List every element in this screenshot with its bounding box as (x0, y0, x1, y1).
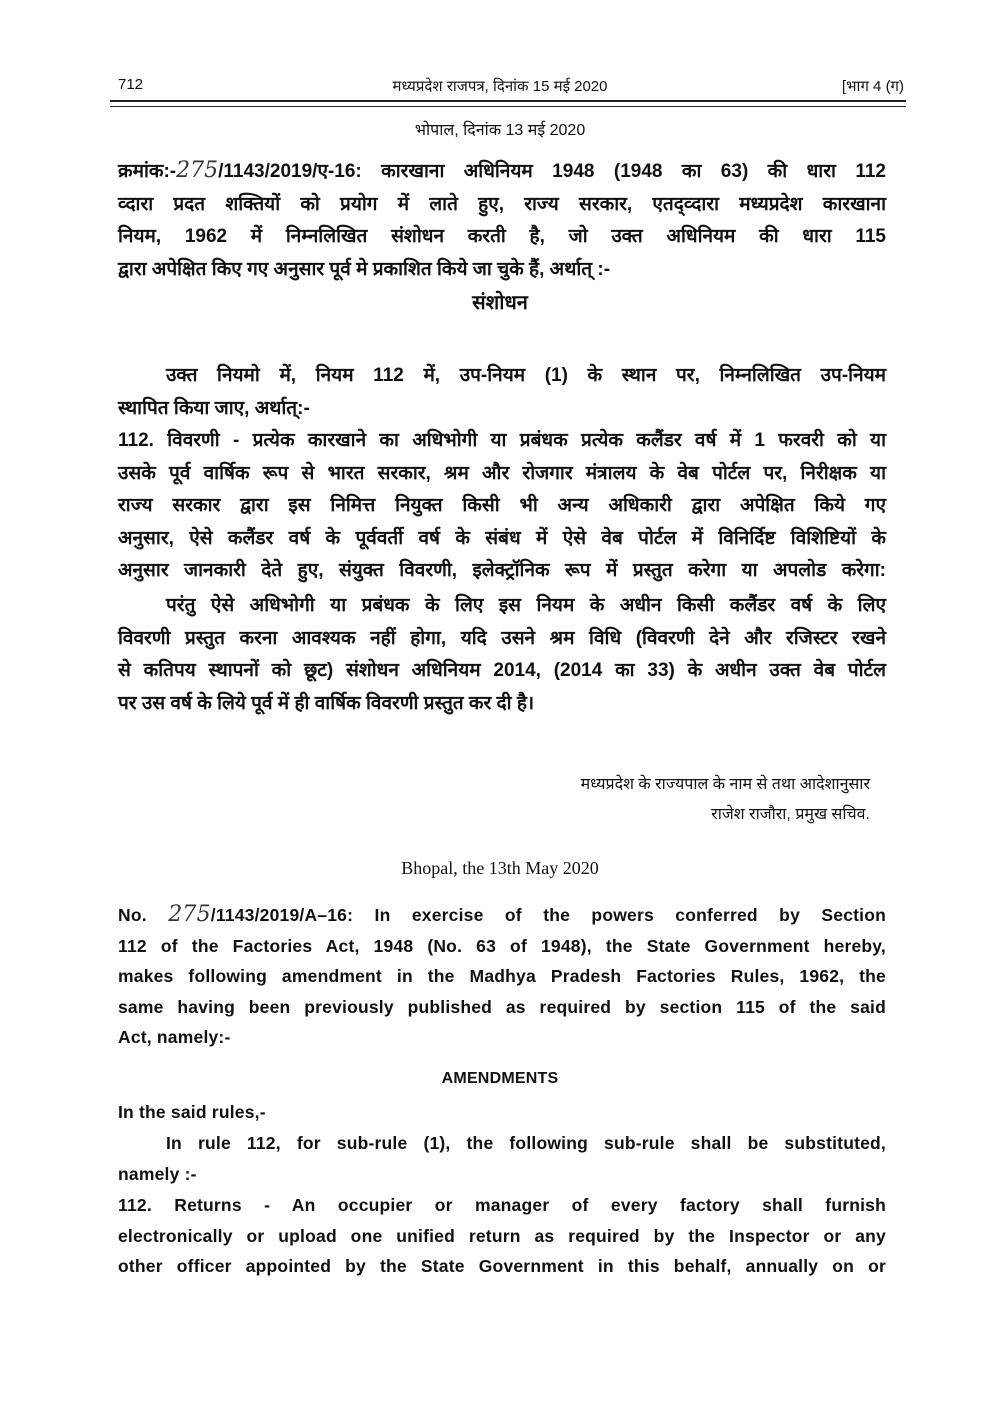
line-text: से कतिपय स्थापनों को छूट) संशोधन अधिनियम 2014, (2014 का 33) के अधीन उक्त वेब पोर्टल (118, 660, 886, 681)
handwritten-order-number: 275 (176, 158, 219, 183)
text-line (118, 393, 886, 426)
line-text: अनुसार जानकारी देते हुए, संयुक्त विवरणी, इलेक्ट्रॉनिक रूप में प्रस्तुत करेगा या अपलोड करेगा: (118, 560, 886, 581)
line-text: राज्य सरकार द्वारा इस निमित्त नियुक्त किसी भी अन्य अधिकारी द्वारा अपेक्षित किये गए (118, 495, 886, 516)
line-text: विवरणी प्रस्तुत करना आवश्यक नहीं होगा, यदि उसने श्रम विधि (विवरणी देने और रजिस्टर रखने (118, 627, 886, 649)
english-para-1 (118, 1097, 886, 1128)
line-text: द्वारा अपेक्षित किए गए अनुसार पूर्व मे प्रकाशित किये जा चुके हैं, अर्थात् :- (118, 258, 611, 280)
english-place-date: Bhopal, the 13th May 2020 (401, 858, 599, 878)
text-line (118, 155, 886, 189)
line-text: स्थापित किया जाए, अर्थात्:- (118, 397, 310, 419)
english-intro (118, 900, 886, 1053)
text-line (118, 1022, 886, 1053)
line-text: Act, namely:- (118, 1027, 231, 1047)
gazette-part: [भाग 4 (ग) (841, 78, 904, 95)
text-line (118, 688, 886, 721)
hindi-para-2 (118, 425, 886, 588)
handwritten-order-number: 275 (168, 902, 211, 927)
gazette-title: मध्यप्रदेश राजपत्र, दिनांक 15 मई 2020 (392, 78, 608, 95)
english-heading: AMENDMENTS (441, 1070, 559, 1087)
signature-authority: मध्यप्रदेश के राज्यपाल के नाम से तथा आदेशानुसार (580, 776, 870, 793)
line-text: other officer appointed by the State Government in this behalf, annually on or (118, 1256, 886, 1276)
english-para-3 (118, 1190, 886, 1282)
hindi-para-3 (118, 590, 886, 720)
text-line (118, 189, 886, 222)
hindi-heading: संशोधन (472, 292, 528, 314)
line-text: अनुसार, ऐसे कलैंडर वर्ष के पूर्ववर्ती वर्ष के संबंध में ऐसे वेब पोर्टल में विनिर्दिष्ट विशिष्टियों के (118, 527, 886, 549)
page-number: 712 (118, 76, 144, 93)
hindi-intro (118, 155, 886, 286)
text-line (118, 1159, 886, 1190)
text-line (118, 1190, 886, 1221)
line-text: In rule 112, for sub-rule (1), the following sub-rule shall be substituted, (166, 1133, 886, 1153)
header-rule-bottom (110, 106, 906, 107)
english-para-2 (118, 1128, 886, 1189)
line-text: परंतु ऐसे अधिभोगी या प्रबंधक के लिए इस नियम के अधीन किसी कलैंडर वर्ष के लिए (166, 595, 886, 616)
text-line (118, 1221, 886, 1252)
line-text: /1143/2019/ए-16: कारखाना अधिनियम 1948 (1948 का 63) की धारा 112 (218, 161, 886, 182)
hindi-para-1 (118, 360, 886, 425)
text-line (118, 458, 886, 491)
text-line (118, 1128, 886, 1159)
text-line (118, 992, 886, 1023)
text-line (118, 961, 886, 992)
text-line (118, 623, 886, 656)
text-line (118, 900, 886, 931)
english-para-1-text: In the said rules,- (118, 1102, 266, 1122)
line-text: namely :- (118, 1163, 197, 1184)
order-number-prefix: क्रमांक:- (118, 161, 177, 182)
text-line (118, 425, 886, 458)
text-line (118, 590, 886, 623)
line-text: उसके पूर्व वार्षिक रूप से भारत सरकार, श्रम और रोजगार मंत्रालय के वेब पोर्टल पर, निरीक्षक या (118, 462, 886, 484)
order-number-prefix: No. (118, 905, 147, 925)
header-rule-top (110, 100, 906, 102)
line-text: पर उस वर्ष के लिये पूर्व में ही वार्षिक विवरणी प्रस्तुत कर दी है। (118, 692, 535, 714)
line-text: makes following amendment in the Madhya Pradesh Factories Rules, 1962, the (118, 966, 886, 986)
line-text: 112. विवरणी - प्रत्येक कारखाने का अधिभोगी या प्रबंधक प्रत्येक कलैंडर वर्ष में 1 फरवरी को या (118, 430, 886, 451)
text-line (118, 360, 886, 393)
line-text: नियम, 1962 में निम्नलिखित संशोधन करती है, जो उक्त अधिनियम की धारा 115 (118, 226, 886, 247)
text-line (118, 655, 886, 688)
line-text: 112. Returns - An occupier or manager of every factory shall furnish (118, 1195, 886, 1215)
hindi-signature (581, 770, 870, 830)
line-text: उक्त नियमो में, नियम 112 में, उप-नियम (1) के स्थान पर, निम्नलिखित उप-नियम (166, 365, 886, 386)
text-line (118, 523, 886, 556)
text-line (118, 555, 886, 588)
line-text: same having been previously published as required by section 115 of the said (118, 996, 886, 1017)
line-text: 112 of the Factories Act, 1948 (No. 63 of 1948), the State Government hereby, (118, 935, 886, 956)
text-line (118, 931, 886, 962)
hindi-place-date: भोपाल, दिनांक 13 मई 2020 (414, 122, 586, 139)
signature-officer: राजेश राजौरा, प्रमुख सचिव. (711, 806, 870, 823)
text-line (118, 490, 886, 523)
line-text: electronically or upload one unified return as required by the Inspector or any (118, 1225, 886, 1246)
line-text: व्दारा प्रदत शक्तियों को प्रयोग में लाते हुए, राज्य सरकार, एतद्व्दारा मध्यप्रदेश कारखाना (118, 193, 886, 215)
text-line (118, 254, 886, 287)
text-line (118, 221, 886, 254)
text-line (118, 1251, 886, 1282)
line-text: /1143/2019/A–16: In exercise of the powers conferred by Section (210, 905, 886, 925)
